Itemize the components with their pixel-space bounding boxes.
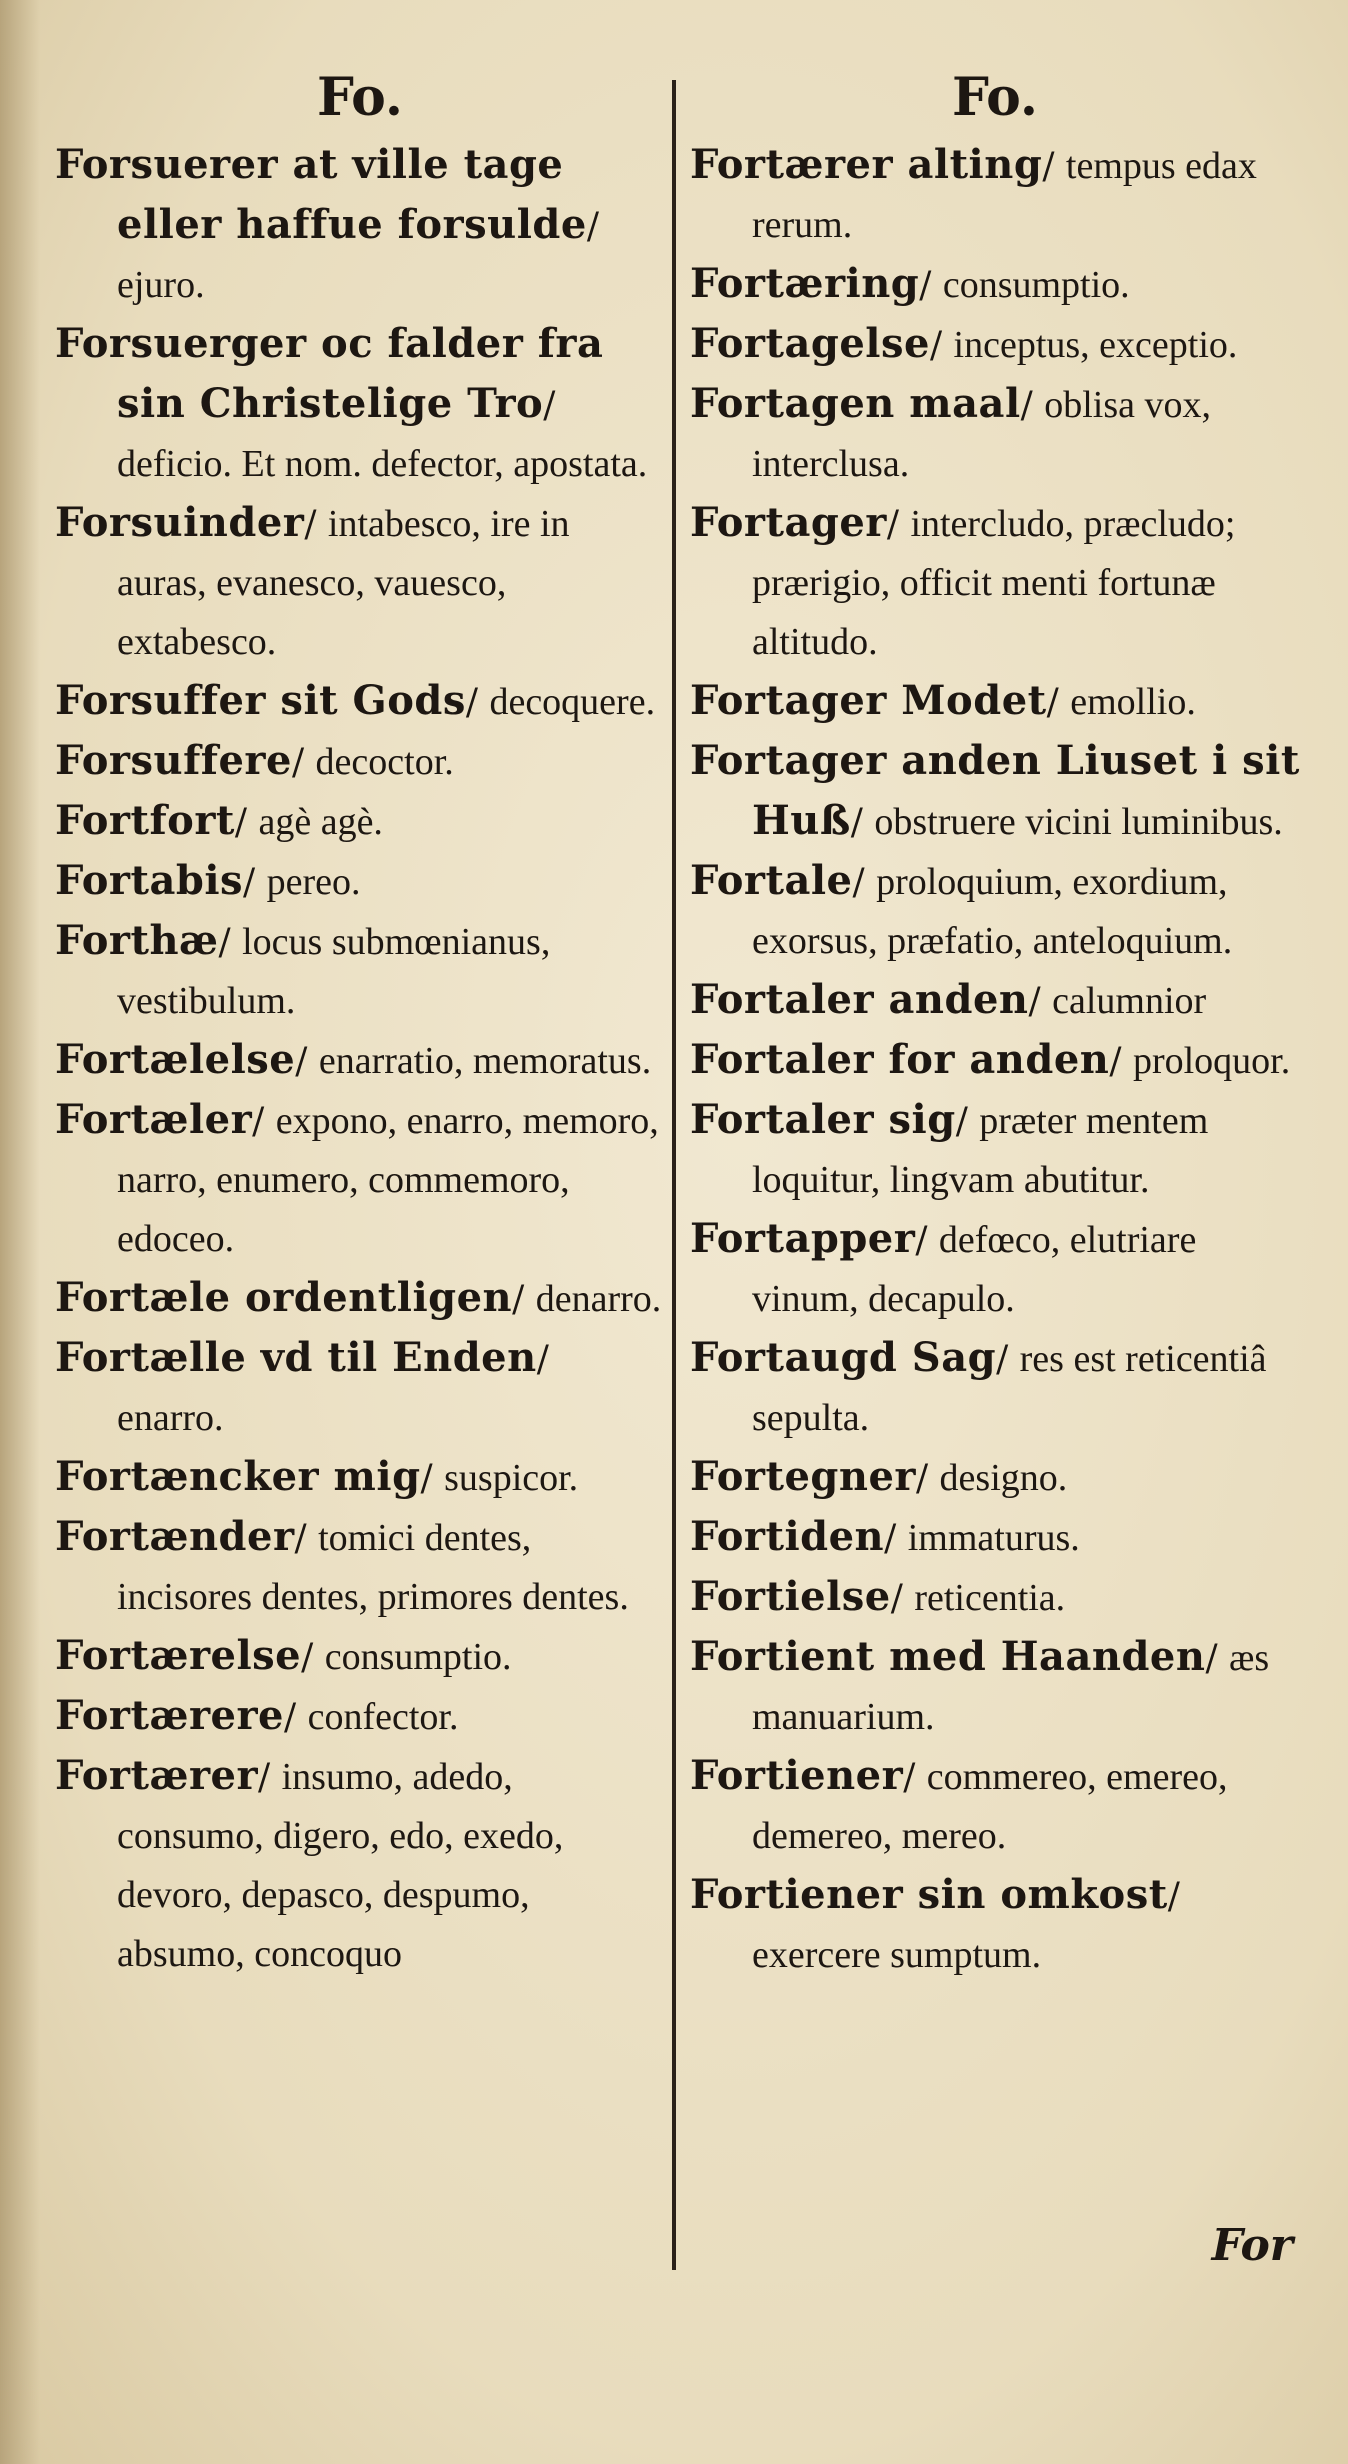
entry-definition: consumptio. (942, 264, 1130, 306)
dictionary-entry (690, 1210, 1300, 1329)
dictionary-entry (55, 852, 665, 912)
entry-headword: Fortælle vd til Enden (55, 1334, 537, 1381)
entry-separator: / (929, 325, 954, 366)
entry-headword: Forsuffer sit Gods (55, 677, 466, 724)
entry-headword: Fortaugd Sag (690, 1334, 997, 1381)
entry-separator: / (291, 742, 316, 783)
entry-definition: proloquor. (1132, 1040, 1291, 1082)
entry-definition: defœco, elutriare vinum, decapulo. (752, 1219, 1197, 1320)
entry-definition: confector. (307, 1696, 459, 1738)
entry-definition: decoquere. (489, 681, 656, 723)
entry-definition: proloquium, exordium, exorsus, præfatio, anteloquium. (752, 861, 1233, 962)
entry-headword: Fortænder (55, 1513, 295, 1560)
entry-separator: / (284, 1697, 308, 1738)
entry-headword: Fortæler (55, 1096, 253, 1143)
entry-separator: / (852, 862, 877, 903)
entry-headword: Forthæ (55, 917, 219, 964)
entry-headword: Fortager anden Liuset i sit Huß (690, 737, 1300, 844)
dictionary-entry (690, 1329, 1300, 1448)
column-divider (672, 80, 676, 2270)
entry-separator: / (1028, 981, 1053, 1022)
entry-separator: / (1205, 1638, 1230, 1679)
entry-definition: deficio. Et nom. defector, apostata. (117, 443, 648, 485)
right-column (690, 60, 1300, 1985)
entry-headword: Fortiener (690, 1752, 904, 1799)
dictionary-entry (690, 732, 1300, 852)
entry-headword: Forsuerger oc falder fra sin Christelige Tro (55, 320, 604, 427)
dictionary-entry (55, 1627, 665, 1687)
entry-headword: Fortagelse (690, 320, 930, 367)
entry-separator: / (850, 802, 875, 843)
entry-definition: intabesco, ire in auras, evanesco, vauesco, extabesco. (117, 503, 570, 663)
entry-headword: Fortager (690, 499, 887, 546)
dictionary-entry (55, 732, 665, 792)
entry-separator: / (903, 1757, 927, 1798)
dictionary-entry (55, 1329, 665, 1448)
entry-headword: Fortegner (690, 1453, 916, 1500)
dictionary-entry (55, 136, 665, 315)
entry-separator: / (996, 1339, 1020, 1380)
entry-headword: Fortale (690, 857, 853, 904)
right-running-header: Fo. (952, 67, 1038, 128)
dictionary-entry (55, 315, 665, 494)
entry-headword: Fortæncker mig (55, 1453, 421, 1500)
entry-separator: / (536, 1339, 549, 1380)
entry-headword: Fortæle ordentligen (55, 1274, 513, 1321)
entry-separator: / (258, 1757, 282, 1798)
entry-headword: Fortielse (690, 1573, 891, 1620)
entry-headword: Fortærere (55, 1692, 284, 1739)
entry-separator: / (512, 1279, 536, 1320)
entry-definition: tempus edax rerum. (752, 145, 1257, 246)
entry-separator: / (919, 265, 943, 306)
dictionary-entry (55, 912, 665, 1031)
entry-definition: enarratio, memoratus. (318, 1040, 652, 1082)
entry-definition: immaturus. (907, 1517, 1080, 1559)
entry-separator: / (543, 385, 556, 426)
entry-headword: Fortiden (690, 1513, 885, 1560)
entry-headword: Fortærer alting (690, 141, 1043, 188)
entry-headword: Fortabis (55, 857, 244, 904)
dictionary-entry (690, 1448, 1300, 1508)
entry-definition: insumo, adedo, consumo, digero, edo, exedo, devoro, depasco, despumo, absumo, concoquo (117, 1756, 564, 1975)
entry-definition: expono, enarro, memoro, narro, enumero, commemoro, edoceo. (117, 1100, 659, 1260)
entry-headword: Forsuffere (55, 737, 292, 784)
dictionary-entry (55, 1508, 665, 1627)
entry-definition: obstruere vicini luminibus. (874, 801, 1283, 843)
dictionary-entry (690, 1628, 1300, 1747)
entry-headword: Fortager Modet (690, 677, 1047, 724)
entry-separator: / (301, 1637, 325, 1678)
entry-headword: Fortærer (55, 1752, 259, 1799)
right-entry-list (690, 136, 1300, 1985)
dictionary-entry (690, 1747, 1300, 1866)
entry-definition: designo. (939, 1457, 1068, 1499)
entry-definition: exercere sumptum. (752, 1934, 1042, 1976)
left-entry-list (55, 136, 665, 1984)
dictionary-entry (690, 1568, 1300, 1628)
entry-headword: Fortagen maal (690, 380, 1021, 427)
entry-separator: / (915, 1458, 940, 1499)
entry-definition: oblisa vox, interclusa. (752, 384, 1211, 485)
entry-separator: / (243, 862, 267, 903)
entry-separator: / (234, 802, 259, 843)
page-gutter-shadow (0, 0, 40, 2464)
entry-definition: inceptus, exceptio. (953, 324, 1238, 366)
entry-definition: suspicor. (444, 1457, 579, 1499)
dictionary-entry (55, 1448, 665, 1508)
entry-headword: Fortælelse (55, 1036, 296, 1083)
dictionary-entry (55, 1687, 665, 1747)
dictionary-entry (690, 672, 1300, 732)
entry-headword: Forsuinder (55, 499, 305, 546)
entry-headword: Fortaler for anden (690, 1036, 1110, 1083)
entry-separator: / (586, 206, 599, 247)
dictionary-entry (690, 1031, 1300, 1091)
entry-separator: / (218, 922, 243, 963)
entry-definition: enarro. (117, 1397, 224, 1439)
entry-separator: / (886, 504, 911, 545)
dictionary-entry (55, 1747, 665, 1984)
entry-separator: / (1167, 1876, 1180, 1917)
dictionary-entry (690, 1866, 1300, 1985)
entry-headword: Fortiener sin omkost (690, 1871, 1168, 1918)
entry-definition: præter mentem loquitur, lingvam abutitur. (752, 1100, 1209, 1201)
entry-separator: / (1046, 682, 1071, 723)
entry-headword: Fortærelse (55, 1632, 302, 1679)
dictionary-entry (690, 494, 1300, 672)
entry-definition: ejuro. (117, 264, 205, 306)
entry-separator: / (295, 1041, 319, 1082)
dictionary-entry (55, 1031, 665, 1091)
catchword: For (1211, 2220, 1293, 2271)
entry-definition: calumnior (1052, 980, 1207, 1022)
dictionary-entry (55, 1269, 665, 1329)
entry-definition: reticentia. (914, 1577, 1066, 1619)
entry-definition: tomici dentes, incisores dentes, primores dentes. (117, 1517, 629, 1618)
entry-definition: emollio. (1070, 681, 1196, 723)
entry-separator: / (420, 1458, 445, 1499)
entry-definition: agè agè. (258, 801, 383, 843)
entry-headword: Fortaler sig (690, 1096, 956, 1143)
dictionary-entry (690, 375, 1300, 494)
entry-definition: locus submœnianus, vestibulum. (117, 921, 551, 1022)
entry-separator: / (304, 504, 328, 545)
entry-headword: Forsuerer at ville tage eller haffue forsulde (55, 141, 587, 248)
entry-headword: Fortient med Haanden (690, 1633, 1206, 1680)
entry-separator: / (1020, 385, 1045, 426)
entry-separator: / (915, 1220, 939, 1261)
dictionary-entry (690, 1508, 1300, 1568)
entry-definition: decoctor. (315, 741, 454, 783)
dictionary-entry (690, 852, 1300, 971)
entry-separator: / (1042, 146, 1066, 187)
entry-separator: / (252, 1101, 276, 1142)
entry-headword: Fortfort (55, 797, 235, 844)
left-running-header: Fo. (317, 67, 403, 128)
entry-headword: Fortæring (690, 260, 920, 307)
entry-definition: pereo. (266, 861, 361, 903)
entry-definition: res est reticentiâ sepulta. (752, 1338, 1267, 1439)
dictionary-entry (690, 255, 1300, 315)
entry-definition: consumptio. (324, 1636, 512, 1678)
entry-separator: / (465, 682, 490, 723)
entry-separator: / (884, 1518, 908, 1559)
dictionary-entry (690, 136, 1300, 255)
dictionary-entry (55, 1091, 665, 1269)
left-column (55, 60, 665, 1984)
entry-separator: / (955, 1101, 980, 1142)
entry-separator: / (294, 1518, 319, 1559)
entry-definition: commereo, emereo, demereo, mereo. (752, 1756, 1228, 1857)
entry-definition: denarro. (535, 1278, 662, 1320)
dictionary-entry (690, 1091, 1300, 1210)
entry-separator: / (890, 1578, 915, 1619)
dictionary-entry (55, 494, 665, 672)
entry-headword: Fortaler anden (690, 976, 1029, 1023)
dictionary-entry (690, 315, 1300, 375)
dictionary-entry (690, 971, 1300, 1031)
entry-separator: / (1109, 1041, 1133, 1082)
entry-headword: Fortapper (690, 1215, 916, 1262)
entry-definition: æs manuarium. (752, 1637, 1270, 1738)
dictionary-entry (55, 792, 665, 852)
entry-definition: intercludo, præcludo; prærigio, officit menti fortunæ altitudo. (752, 503, 1236, 663)
dictionary-entry (55, 672, 665, 732)
